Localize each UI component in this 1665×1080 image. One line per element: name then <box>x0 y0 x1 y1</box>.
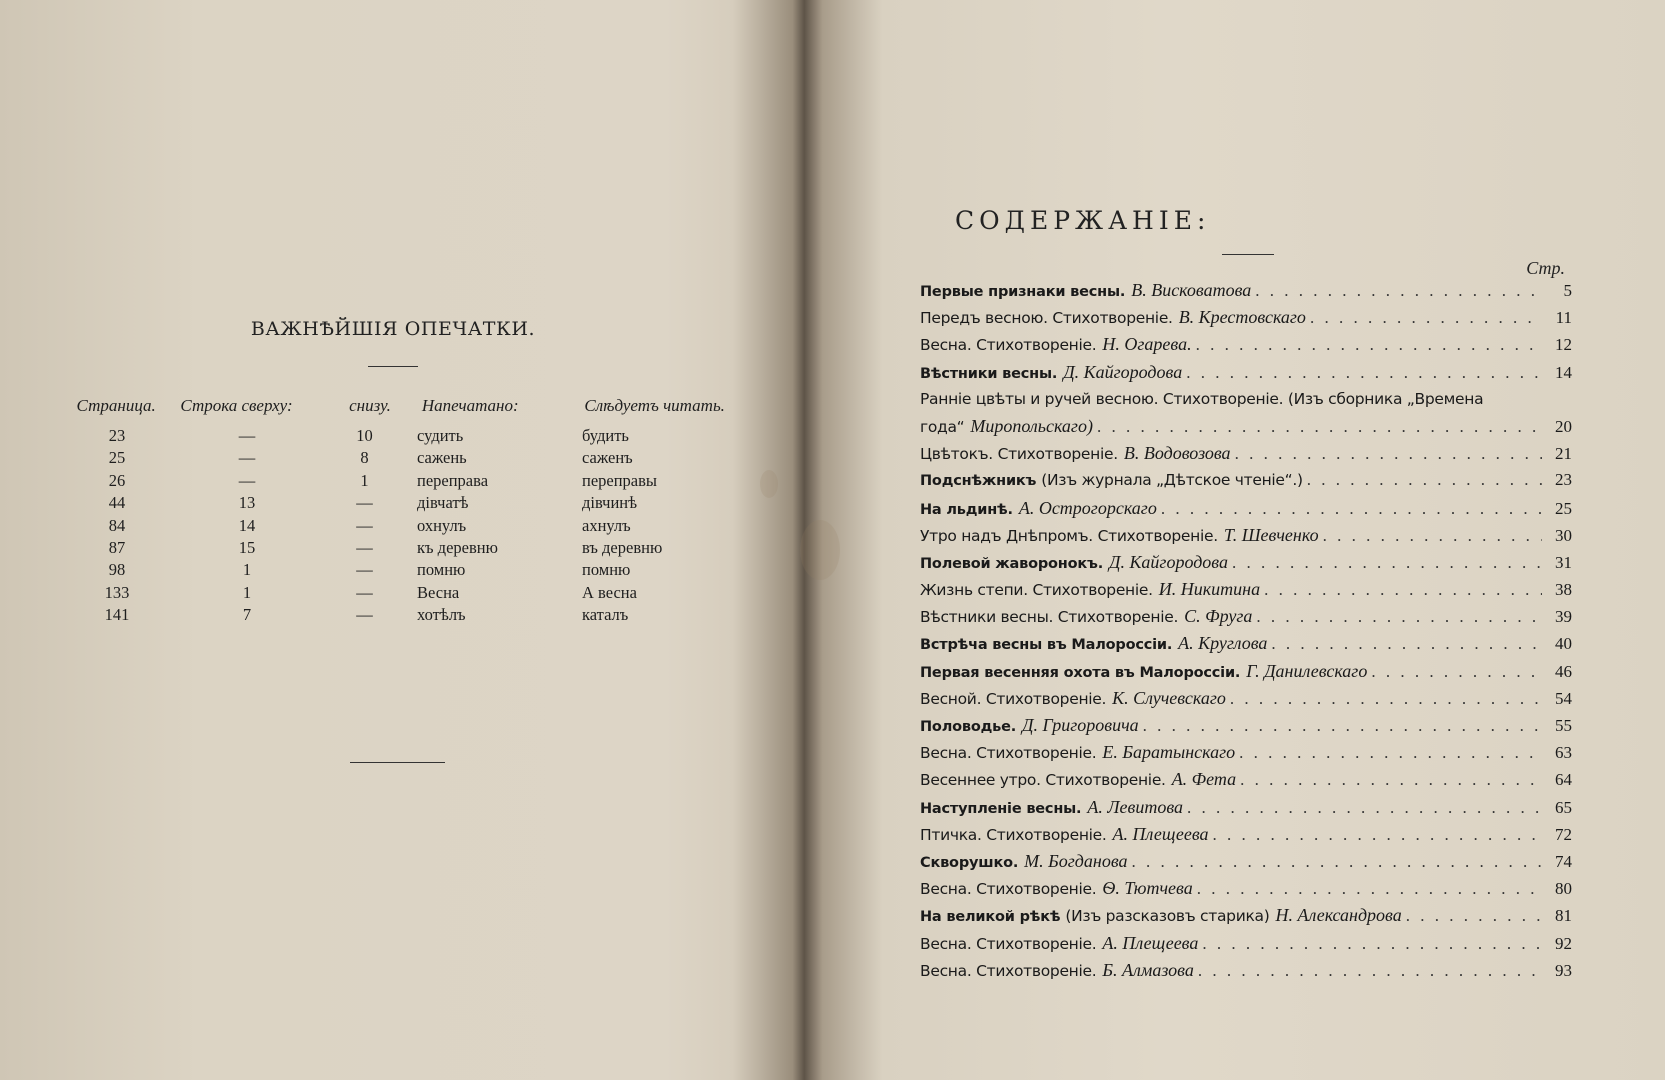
entry-page: 81 <box>1555 906 1572 926</box>
entry-author: Н. Александрова <box>1275 905 1402 926</box>
errata-row <box>62 493 742 515</box>
paper-stain <box>800 520 840 580</box>
contents-entry <box>920 878 1572 905</box>
errata-header-row <box>62 396 742 426</box>
leader-dots <box>1240 770 1542 790</box>
errata-should-read: въ деревню <box>582 537 663 557</box>
errata-printed: дівчатѣ <box>417 493 469 513</box>
leader-dots <box>1186 363 1542 383</box>
errata-line-bottom: 1 <box>360 470 369 490</box>
contents-entry <box>920 552 1572 579</box>
errata-page: 26 <box>108 470 126 490</box>
errata-page: 23 <box>108 426 126 445</box>
errata-row <box>62 516 742 538</box>
entry-page: 25 <box>1555 498 1572 518</box>
errata-line-bottom: — <box>356 582 373 602</box>
entry-line <box>920 389 1572 416</box>
contents-entry <box>920 905 1572 932</box>
entry-author: А. Плещеева <box>1102 932 1199 953</box>
entry-page: 12 <box>1555 335 1572 355</box>
entry-subtitle: (Изъ разсказовъ старика) <box>1065 907 1270 926</box>
entry-author: Д. Кайгородова <box>1063 361 1183 382</box>
entry-author: А. Фета <box>1171 769 1237 790</box>
leader-dots <box>1132 852 1542 872</box>
errata-line-bottom: — <box>356 605 373 625</box>
contents-entry <box>920 280 1572 307</box>
leader-dots <box>1307 470 1542 490</box>
entry-page: 31 <box>1555 552 1572 572</box>
errata-line-top: — <box>238 470 256 490</box>
entry-title: Цвѣтокъ. Стихотвореніе. <box>920 445 1118 464</box>
entry-title: На льдинѣ. <box>920 501 1013 518</box>
errata-printed: хотѣлъ <box>417 605 466 625</box>
entry-title: Наступленіе весны. <box>920 800 1082 817</box>
errata-printed: Весна <box>417 582 460 602</box>
contents-entry <box>920 688 1572 715</box>
entry-title: Встрѣча весны въ Малороссіи. <box>920 637 1173 654</box>
contents-entry <box>920 443 1572 470</box>
header-line-top: Строка сверху: <box>180 396 293 415</box>
entry-author: Б. Алмазова <box>1102 959 1194 980</box>
entry-title: Весна. Стихотвореніе. <box>920 934 1097 953</box>
entry-title: Жизнь степи. Стихотвореніе. <box>920 581 1153 600</box>
entry-title: Птичка. Стихотвореніе. <box>920 825 1107 844</box>
contents-entry <box>920 606 1572 633</box>
leader-dots <box>1202 934 1542 954</box>
errata-row <box>62 605 742 627</box>
contents-entry <box>920 633 1572 660</box>
contents-entry <box>920 769 1572 796</box>
contents-entry <box>920 715 1572 742</box>
entry-page: 40 <box>1555 634 1572 654</box>
entry-title: Полевой жаворонокъ. <box>920 555 1104 572</box>
errata-should-read: дівчинѣ <box>582 493 638 513</box>
entry-page: 55 <box>1555 716 1572 736</box>
errata-line-top: — <box>238 448 256 468</box>
entry-author: Г. Данилевскаго <box>1246 660 1368 681</box>
leader-dots <box>1310 308 1542 328</box>
errata-row <box>62 583 742 605</box>
leader-dots <box>1213 825 1542 845</box>
errata-should-read: ахнулъ <box>582 515 631 535</box>
errata-title: ВАЖНѢЙШІЯ ОПЕЧАТКИ. <box>250 318 536 340</box>
right-page <box>840 0 1665 1080</box>
entry-title: Весна. Стихотвореніе. <box>920 744 1097 763</box>
contents-entry <box>920 362 1572 389</box>
contents-entry <box>920 334 1572 361</box>
entry-page: 65 <box>1555 797 1572 817</box>
errata-should-read: А весна <box>582 582 637 602</box>
entry-page: 46 <box>1555 661 1572 681</box>
entry-title: Вѣстники весны. <box>920 365 1058 382</box>
left-page <box>0 0 780 1080</box>
errata-should-read: помню <box>582 560 631 580</box>
entry-title: Половодье. <box>920 719 1017 736</box>
leader-dots <box>1143 716 1542 736</box>
errata-printed: сажень <box>417 448 467 468</box>
errata-printed: охнулъ <box>417 515 467 535</box>
errata-row <box>62 471 742 493</box>
entry-page: 92 <box>1555 933 1572 953</box>
errata-row <box>62 448 742 470</box>
contents-entry <box>920 525 1572 552</box>
entry-author: Т. Шевченко <box>1223 524 1319 545</box>
leader-dots <box>1271 634 1542 654</box>
errata-page: 44 <box>108 493 126 513</box>
entry-title: На великой рѣкѣ <box>920 909 1061 926</box>
contents-entry <box>920 742 1572 769</box>
errata-row <box>62 560 742 582</box>
leader-dots <box>1230 689 1542 709</box>
leader-dots <box>1406 906 1542 926</box>
errata-printed: помню <box>417 560 466 580</box>
contents-entry <box>920 498 1572 525</box>
entry-author: А. Круглова <box>1178 633 1268 654</box>
errata-line-top: 15 <box>238 537 256 557</box>
errata-printed: къ деревню <box>417 537 498 557</box>
errata-row <box>62 426 742 448</box>
header-printed: Напечатано: <box>421 396 519 415</box>
leader-dots <box>1256 607 1542 627</box>
entry-page: 14 <box>1555 362 1572 382</box>
entry-page: 93 <box>1555 960 1572 980</box>
errata-line-bottom: 8 <box>360 448 369 468</box>
entry-title: Весеннее утро. Стихотвореніе. <box>920 771 1166 790</box>
entry-author: С. Фруга <box>1184 606 1253 627</box>
errata-line-top: 1 <box>242 560 252 580</box>
entry-author: В. Висковатова <box>1131 280 1252 300</box>
entry-title: Ранніе цвѣты и ручей весною. Стихотвореніе. (Изъ сборника „Времена <box>920 389 1484 408</box>
entry-author: Д. Григоровича <box>1022 715 1139 736</box>
errata-printed: судить <box>417 426 464 445</box>
entry-title: Весной. Стихотвореніе. <box>920 689 1107 708</box>
contents-list <box>920 280 1572 987</box>
leader-dots <box>1239 743 1542 763</box>
entry-title: Передъ весною. Стихотвореніе. <box>920 309 1173 328</box>
entry-page: 72 <box>1555 824 1572 844</box>
entry-subtitle: (Изъ журнала „Дѣтское чтеніе“.) <box>1041 471 1303 490</box>
entry-author: Ѳ. Тютчева <box>1102 878 1193 899</box>
leader-dots <box>1255 281 1542 301</box>
leader-dots <box>1323 526 1542 546</box>
contents-entry <box>920 933 1572 960</box>
errata-page: 84 <box>108 515 126 535</box>
errata-line-bottom: — <box>356 493 373 513</box>
errata-page: 87 <box>108 537 126 557</box>
errata-line-bottom: — <box>356 515 373 535</box>
errata-page: 25 <box>108 448 126 468</box>
leader-dots <box>1232 553 1542 573</box>
entry-page: 80 <box>1555 879 1572 899</box>
errata-printed: переправа <box>417 470 489 490</box>
errata-table <box>62 396 742 628</box>
errata-line-bottom: — <box>356 560 373 580</box>
header-should-read: Слѣдуетъ читать. <box>584 396 725 415</box>
entry-page: 63 <box>1555 743 1572 763</box>
errata-should-read: саженъ <box>582 448 633 468</box>
entry-page: 11 <box>1555 308 1572 328</box>
entry-title: Первые признаки весны. <box>920 284 1126 300</box>
entry-page: 38 <box>1555 580 1572 600</box>
errata-line-bottom: 10 <box>356 426 373 445</box>
leader-dots <box>1264 580 1542 600</box>
header-line-bottom: снизу. <box>349 396 391 415</box>
entry-author: Н. Огарева. <box>1102 334 1192 355</box>
entry-author: Е. Баратынскаго <box>1102 742 1236 763</box>
title-rule <box>1222 254 1274 255</box>
end-rule <box>350 762 445 763</box>
entry-author: И. Никитина <box>1158 579 1261 600</box>
leader-dots <box>1371 662 1542 682</box>
entry-line <box>920 416 1572 443</box>
entry-page: 74 <box>1555 851 1572 871</box>
entry-author: А. Плещеева <box>1112 823 1209 844</box>
entry-title: Подснѣжникъ <box>920 473 1037 490</box>
entry-page: 21 <box>1555 444 1572 464</box>
contents-entry <box>920 470 1572 497</box>
entry-page: 30 <box>1555 525 1572 545</box>
leader-dots <box>1187 798 1542 818</box>
header-page: Страница. <box>76 396 156 415</box>
contents-entry <box>920 579 1572 606</box>
errata-page: 98 <box>108 560 126 580</box>
errata-page: 133 <box>104 582 130 602</box>
contents-title: СОДЕРЖАНІЕ: <box>955 206 1211 235</box>
entry-title: Скворушко. <box>920 854 1019 871</box>
errata-line-bottom: — <box>356 537 373 557</box>
errata-line-top: — <box>238 426 256 445</box>
entry-title: Весна. Стихотвореніе. <box>920 880 1097 899</box>
leader-dots <box>1161 499 1542 519</box>
errata-should-read: переправы <box>582 470 658 490</box>
page-column-header: Стр. <box>1526 258 1565 278</box>
entry-title: Весна. Стихотвореніе. <box>920 961 1097 980</box>
leader-dots <box>1197 879 1542 899</box>
entry-title: Первая весенняя охота въ Малороссіи. <box>920 664 1241 681</box>
entry-title: Утро надъ Днѣпромъ. Стихотвореніе. <box>920 526 1218 545</box>
errata-should-read: будить <box>582 426 629 445</box>
entry-page: 64 <box>1555 770 1572 790</box>
leader-dots <box>1097 417 1542 443</box>
contents-entry <box>920 851 1572 878</box>
entry-title: Вѣстники весны. Стихотвореніе. <box>920 608 1179 627</box>
contents-entry <box>920 661 1572 688</box>
errata-page: 141 <box>104 605 130 625</box>
leader-dots <box>1198 961 1542 981</box>
entry-author: Д. Кайгородова <box>1109 551 1229 572</box>
errata-line-top: 1 <box>242 582 252 602</box>
errata-line-top: 7 <box>242 605 252 625</box>
entry-page: 39 <box>1555 607 1572 627</box>
entry-author: К. Случевскаго <box>1112 687 1226 708</box>
title-rule <box>368 366 418 367</box>
contents-entry <box>920 307 1572 334</box>
entry-page: 23 <box>1555 470 1572 490</box>
entry-title-cont: года“ <box>920 417 965 436</box>
leader-dots <box>1196 335 1542 355</box>
entry-author: В. Водовозова <box>1123 443 1231 464</box>
errata-rows <box>62 426 742 628</box>
contents-entry <box>920 389 1572 443</box>
entry-author: А. Острогорскаго <box>1018 497 1157 518</box>
entry-title: Весна. Стихотвореніе. <box>920 336 1097 355</box>
errata-should-read: каталъ <box>582 605 629 625</box>
entry-page: 5 <box>1563 281 1572 300</box>
entry-page: 54 <box>1555 688 1572 708</box>
errata-line-top: 14 <box>238 515 256 535</box>
errata-row <box>62 538 742 560</box>
contents-entry <box>920 797 1572 824</box>
entry-author: М. Богданова <box>1024 850 1128 871</box>
errata-line-top: 13 <box>238 493 256 513</box>
entry-author: В. Крестовскаго <box>1178 307 1306 328</box>
entry-page: 20 <box>1555 416 1572 436</box>
leader-dots <box>1235 444 1542 464</box>
entry-author: Миропольскаго) <box>970 415 1093 436</box>
entry-author: А. Левитова <box>1087 796 1184 817</box>
contents-entry <box>920 960 1572 987</box>
contents-entry <box>920 824 1572 851</box>
